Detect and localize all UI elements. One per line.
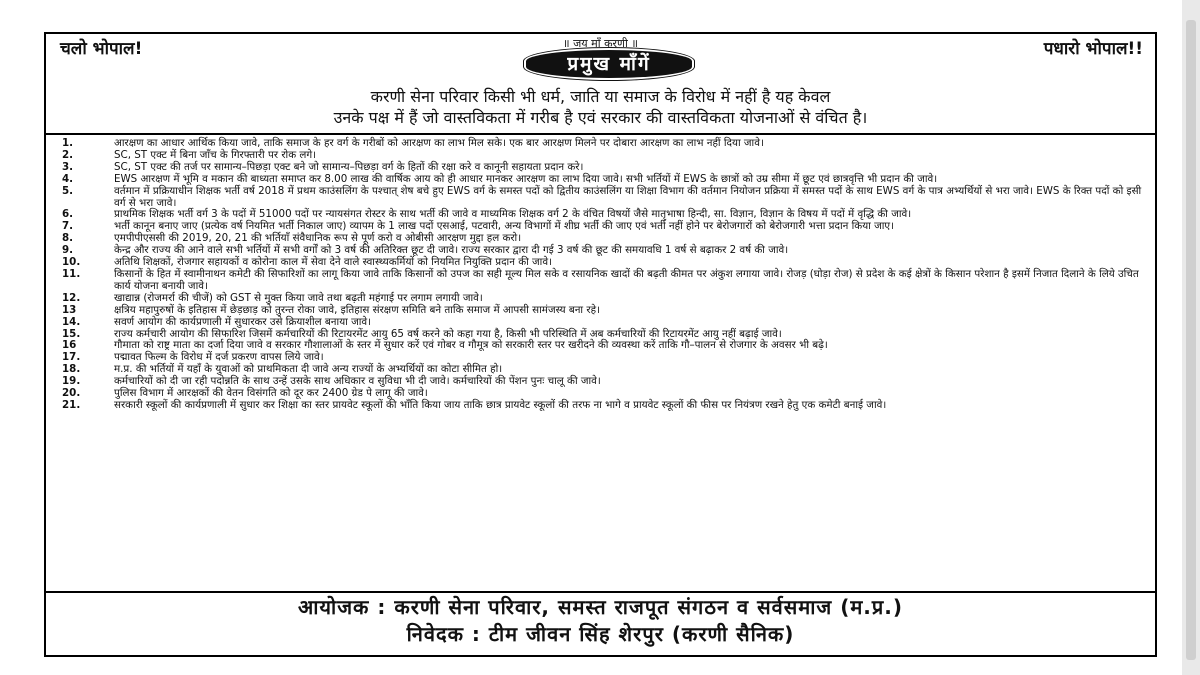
demand-number: 15. <box>62 327 81 340</box>
demand-item <box>56 317 1145 329</box>
demand-number: 12. <box>62 291 81 304</box>
demand-text: SC, ST एक्ट में बिना जाँच के गिरफ्तारी पर रोक लगे। <box>114 148 317 161</box>
demand-item <box>56 269 1145 293</box>
demand-number: 9. <box>62 244 74 257</box>
demand-item <box>56 174 1145 186</box>
demand-number: 1. <box>62 137 74 149</box>
demand-text: एमपीपीएससी की 2019, 20, 21 की भर्तियाँ संवैधानिक रूप से पूर्ण करो व ओबीसी आरक्षण मुद्दा हल करो। <box>114 232 522 245</box>
demand-number: 21. <box>62 398 81 411</box>
demand-text: किसानों के हित में स्वामीनाथन कमेटी की सिफारिशों का लागू किया जावे ताकि किसानों को उपज का सही मूल्य मिल सके व रसायनिक खादों की बढ़ती कीमत पर अंकुश लगाया जावे। रोजड़ (घोड़ा रोज) से प्रदेश के कई क्षेत्रों के किसान परेशान है इसमें निजात दिलाने के लिये उचित कार्य योजना बनायी जावे। <box>114 267 1139 292</box>
demand-text: पुलिस विभाग में आरक्षकों की वेतन विसंगति को दूर कर 2400 ग्रेड पे लागू की जावे। <box>114 387 428 400</box>
demand-text: केन्द्र और राज्य की आने वाले सभी भर्तियों में सभी वर्गों को 3 वर्ष की अतिरिक्त छूट दी जावे। राज्य सरकार द्वारा दी गई 3 वर्ष की छूट की समयावधि 1 वर्ष से बढ़ाकर 2 वर्ष की जावे। <box>114 244 789 257</box>
demand-number: 17. <box>62 351 81 364</box>
demand-text: वर्तमान में प्रक्रियाधीन शिक्षक भर्ती वर्ष 2018 में प्रथम काउंसलिंग के पश्चात् शेष बचे हुए EWS वर्ग के समस्त पदों को द्वितीय काउंसलिंग या शिक्षा विभाग की वर्तमान नियोजन प्रक्रिया में समस्त पदों के साथ EWS वर्ग के पात्र अभ्यर्थियों से भरा जावे। EWS के रिक्त पदों को इसी वर्ग से भरा जावे। <box>114 184 1142 209</box>
demand-text: क्षत्रिय महापुरुषों के इतिहास में छेड़छाड़ को तुरन्त रोका जावे, इतिहास संरक्षण समिति बने ताकि समाज में आपसी सामंजस्य बना रहे। <box>114 303 600 316</box>
slogan-left: चलो भोपाल! <box>60 39 143 59</box>
demand-text: कर्मचारियों को दी जा रही पदोन्नति के साथ उन्हें उसके साथ अधिकार व सुविधा भी दी जावे। कर्मचारियों की पेंशन पुनः चालू की जावे। <box>114 375 601 388</box>
intro-divider <box>46 133 1155 135</box>
footer-divider <box>46 591 1155 593</box>
demand-number: 16 <box>62 339 77 352</box>
demand-number: 18. <box>62 363 81 376</box>
demand-text: गौमाता को राष्ट्र माता का दर्जा दिया जावे व सरकार गौशालाओं के स्तर में सुधार करें एवं गोबर व गौमूत्र को सरकारी स्तर पर खरीदने की व्यवस्था करें ताकि गौ–पालन से रोजगार के अवसर भी बढ़े। <box>114 339 828 352</box>
demand-text: SC, ST एक्ट की तर्ज पर सामान्य–पिछड़ा एक्ट बने जो सामान्य–पिछड़ा वर्ग के हितों की रक्षा करे व कानूनी सहायता प्रदान करे। <box>114 160 584 173</box>
demand-number: 14. <box>62 315 81 328</box>
intro-statement <box>46 86 1155 128</box>
demand-item <box>56 293 1145 305</box>
demand-number: 2. <box>62 148 74 161</box>
poster-footer <box>46 594 1155 648</box>
jai-maa-karni-line: ॥ जय माँ करणी ॥ <box>563 37 638 50</box>
demand-number: 5. <box>62 184 74 197</box>
demand-number: 20. <box>62 387 81 400</box>
intro-line-1: करणी सेना परिवार किसी भी धर्म, जाति या समाज के विरोध में नहीं है यह केवल <box>370 87 831 106</box>
demand-item <box>56 400 1145 412</box>
demand-number: 10. <box>62 256 81 269</box>
demand-number: 6. <box>62 208 74 221</box>
main-demands-banner: प्रमुख माँगें <box>526 50 692 78</box>
vertical-scrollbar[interactable] <box>1182 0 1200 675</box>
demand-text: सरकारी स्कूलों की कार्यप्रणाली में सुधार कर शिक्षा का स्तर प्रायवेट स्कूलों की भाँति किया जाय ताकि छात्र प्रायवेट स्कूलों की तरफ ना भागे व प्रायवेट स्कूलों की फीस पर नियंत्रण रखने हेतु एक कमेटी बनाई जावे। <box>114 398 887 411</box>
intro-line-2: उनके पक्ष में हैं जो वास्तविकता में गरीब है एवं सरकार की वास्तविकता योजनाओं से वंचित है। <box>333 108 868 127</box>
demands-list <box>56 138 1145 412</box>
organizer-line: आयोजक : करणी सेना परिवार, समस्त राजपूत संगठन व सर्वसमाज (म.प्र.) <box>297 595 904 619</box>
demand-text: पद्मावत फिल्म के विरोध में दर्ज प्रकरण वापस लिये जावे। <box>114 351 324 364</box>
demand-text: EWS आरक्षण में भूमि व मकान की बाध्यता समाप्त कर 8.00 लाख की वार्षिक आय को ही आधार मानकर आरक्षण का लाभ दिया जावे। सभी भर्तियों में EWS के छात्रों को उम्र सीमा में छूट एवं छात्रवृत्ति भी प्रदान की जावे। <box>114 172 938 185</box>
slogan-right: पधारो भोपाल!! <box>1043 39 1143 59</box>
demand-number: 19. <box>62 375 81 388</box>
poster-sheet <box>44 32 1157 657</box>
demand-text: प्राथमिक शिक्षक भर्ती वर्ग 3 के पदों में 51000 पदों पर न्यायसंगत रोस्टर के साथ भर्ती की जावे व माध्यमिक शिक्षक वर्ग 2 के वंचित विषयों जैसे मातृभाषा हिन्दी, सा. विज्ञान, विज्ञान के विषय में पदों में वृद्धि की जावे। <box>114 208 912 221</box>
demand-number: 11. <box>62 267 81 280</box>
requester-line: निवेदक : टीम जीवन सिंह शेरपुर (करणी सैनिक) <box>406 622 795 646</box>
demand-text: खाद्यान्न (रोजमर्रा की चीजें) को GST से मुक्त किया जावे तथा बढ़ती महंगाई पर लगाम लगायी जावे। <box>114 291 483 304</box>
demand-item <box>56 186 1145 210</box>
demand-item <box>56 162 1145 174</box>
demand-text: राज्य कर्मचारी आयोग की सिफारिश जिसमें कर्मचारियों की रिटायरमेंट आयु 65 वर्ष करने को कहा गया है, किसी भी परिस्थिति में अब कर्मचारियों की रिटायरमेंट आयु नहीं बढ़ाई जावे। <box>114 327 782 340</box>
demand-text: भर्ती कानून बनाए जाए (प्रत्येक वर्ष नियमित भर्ती निकाल जाए) व्यापम के 1 लाख पदों एसआई, पटवारी, अन्य विभागों में शीघ्र भर्ती की जाए एवं भर्ती नहीं होने पर बेरोजगारों को बेरोजगारी भत्ता प्रदान किया जाए। <box>114 220 895 233</box>
demand-text: आरक्षण का आधार आर्थिक किया जावे, ताकि समाज के हर वर्ग के गरीबों को आरक्षण का लाभ मिल सके। एक बार आरक्षण मिलने पर दोबारा आरक्षण का लाभ नहीं दिया जावे। <box>114 137 764 149</box>
demand-item <box>56 305 1145 317</box>
demand-text: म.प्र. की भर्तियों में यहाँ के युवाओं को प्राथमिकता दी जावे अन्य राज्यों के अभ्यर्थियों का कोटा सीमित हो। <box>114 363 503 376</box>
demand-text: सवर्ण आयोग की कार्यप्रणाली में सुधारकर उसे क्रियाशील बनाया जावे। <box>114 315 372 328</box>
demand-number: 4. <box>62 172 74 185</box>
scrollbar-thumb[interactable] <box>1186 20 1196 660</box>
demand-number: 3. <box>62 160 74 173</box>
demand-number: 8. <box>62 232 74 245</box>
demand-number: 13 <box>62 303 77 316</box>
demand-text: अतिथि शिक्षकों, रोजगार सहायकों व कोरोना काल में सेवा देने वाले स्वास्थ्यकर्मियों को नियमित नियुक्ति प्रदान की जावे। <box>114 256 552 269</box>
demand-number: 7. <box>62 220 74 233</box>
